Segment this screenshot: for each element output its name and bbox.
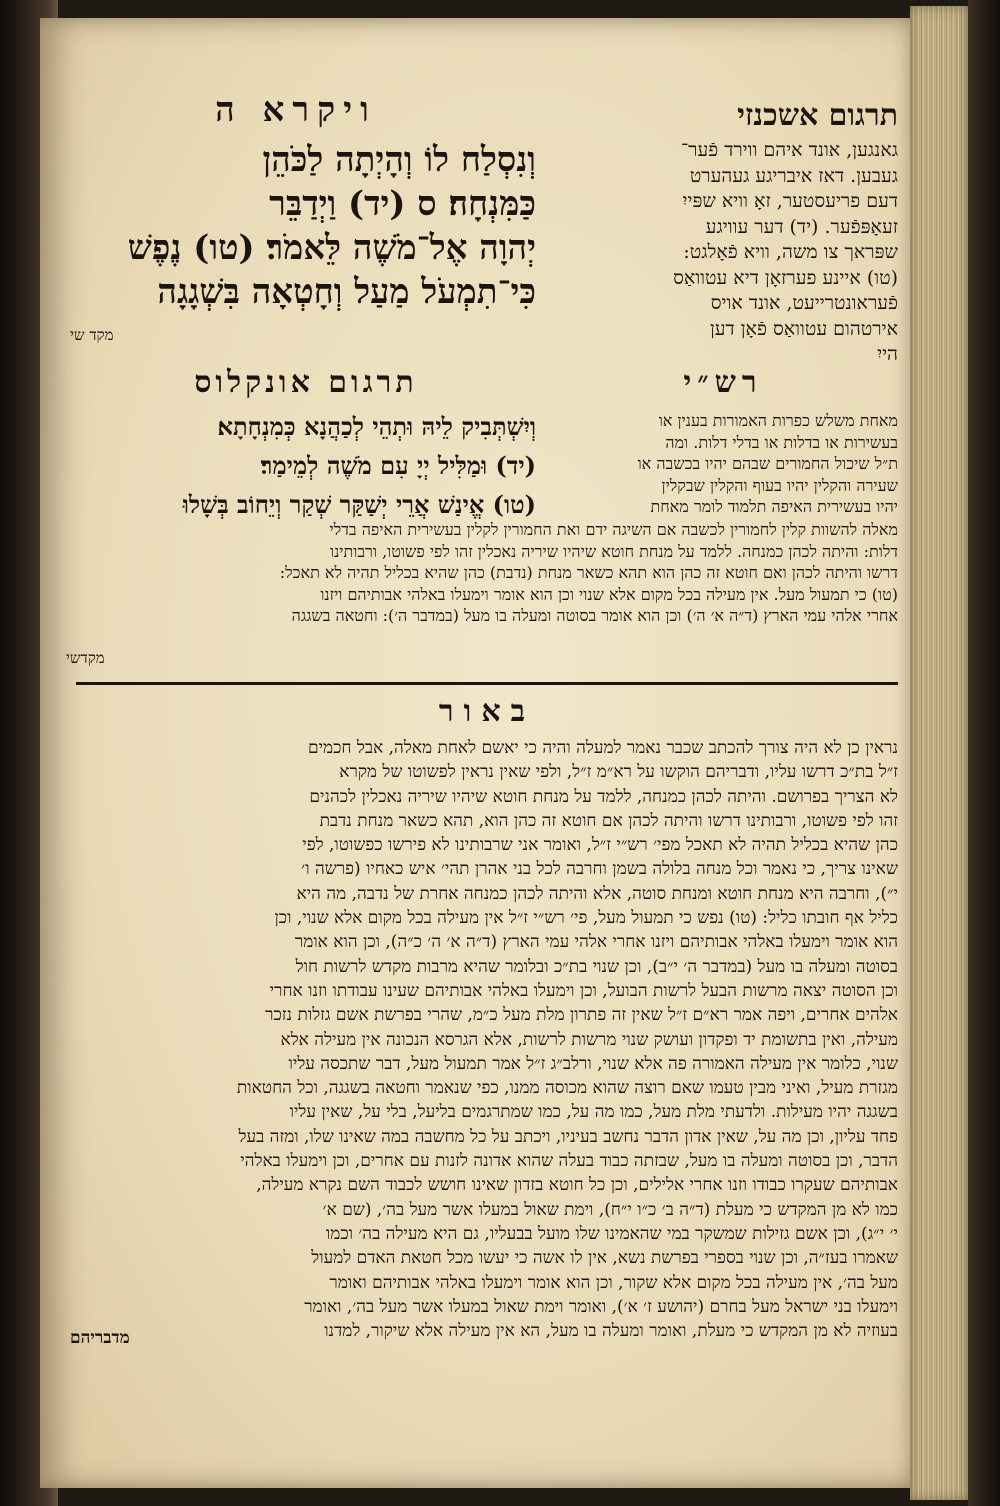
biur-line: אלהים אחרים, ויפה אמר רא״ם ז״ל שאין זה פתרון מלת מעל כ״מ, שהרי בפרשת אשם גזלות נזכר [265, 1005, 898, 1026]
biur-line: וכן הסוטה יצאה מרשות הבעל לרשות הבועל, וכן וימעלו באלהי אבותיהם שעינו עבודתו וזנו אחרי [269, 980, 898, 1001]
rashi-line: (טו) כי תמעול מעל. אין מעילה בכל מקום אלא שנוי וכן הוא אומר וימעלו באלהי אבותיהם ויזנו [320, 584, 898, 604]
translation-line: דעם פריעסטער, זאָ וויא שפּייִ [682, 190, 898, 212]
biur-line: י׳ י״ג), וכן אשם גזילות שמשקר במי שהאמינו שלו מועל בבעליו, גם היא מעילה בה׳ וכמו [325, 1223, 898, 1244]
verse-line: כִּי־תִמְעֹל מַעַל וְחָטְאָה בִּשְׁגָגָה [157, 272, 536, 312]
torah-verse-text [66, 138, 536, 314]
verse-line: כַּמִּנְחָה׃ ס (יד) וַיְדַבֵּר [269, 184, 536, 224]
biur-line: י״), וחרבה היא מנחת חוטא ומנחת סוטה, אלא והיתה לכהן כמנחה אחרת של נדבה, מה היא [296, 883, 898, 904]
translation-line: גאנגען, אונד איהם ווירד פֿער־ [680, 139, 898, 161]
biur-line: ז״ל בת״כ דרשו עליו, ודבריהם הוקשו על רא״מ ז״ל, ולפי שאין נראין לפשוטו של מקרא [339, 762, 898, 783]
biur-line: שאמרו בעז״ה, וכן שנוי בספרי בפרשת נשא, אין לו אשה כי יעשו מכל חטאת האדם למעול [311, 1248, 898, 1269]
rashi-line: דלות: והיתה לכהן כמנחה. ללמד על מנחת חוטא שיהיו שיריה נאכלין זהו לפי פשוטו, ורבותינו [329, 541, 898, 561]
biur-line: שנוי, כלומר אין מעילה האמורה פה אלא שנוי, ורלב״ג ז״ל אמר תמעול מעל, דבר שתכסה עליו [288, 1053, 898, 1074]
biur-line: בסוטה ומעלה בו מעל (במדבר ה׳ י״ב), וכן שנוי בת״כ ובלומר שהיא מרבות מקדש לרשות חול [295, 956, 898, 977]
rashi-line: מאחת משלש כפרות האמורות בענין או [658, 411, 898, 430]
biur-line: מעל בה׳, אין מעילה בכל מקום אלא שקור, וכן הוא אומר וימעלו באלהי אבותיהם ואומר [329, 1272, 898, 1293]
rashi-title: רש״י [683, 365, 763, 400]
scan-background [968, 0, 1000, 1506]
rashi-line: ת״ל שיכול החמורים שבהם יהיו בכשבה או [637, 454, 898, 473]
translation-line: (טו) איינע פערזאָן דיא עטוואַס [673, 266, 898, 289]
biur-line: אבותיהם שעקרו כבודו וזנו אחרי אלילים, וכן כל חוטא בזדון שאינו חושש לכבוד השם נקרא מעילה, [256, 1175, 898, 1196]
section-divider-rule [76, 682, 898, 685]
onkelos-line: וְיִשְׁתְּבִיק לֵיהּ וּתְהֵי לְכַהֲנָא כְּמִנְחָתָא׃ [217, 412, 536, 441]
onkelos-text [66, 407, 536, 524]
rashi-line: בעשירות או בדלות או בדלי דלות. ומה [665, 432, 898, 452]
biur-line: הוא אומר וימעלו באלהי אבותיהם ויזנו אחרי אלהי עמי הארץ (ד״ה א׳ ה׳ כ״ה), וכן הוא אומר [294, 932, 898, 953]
verse-line: יְהוָה אֶל־מֹשֶׁה לֵּאמֹר׃ (טו) נֶפֶשׁ [127, 228, 536, 268]
biur-line: בשגגה יהיו מעילות. ולדעתי מלת מעל, כמו מה על, כמו שמתרגמים בליעל, בלי על, שאין עליו [289, 1102, 898, 1123]
biur-line: לא הצריך בפרושם. והיתה לכהן כמנחה, ללמד על מנחת חוטא שיהיו שיריה נאכלין לכהנים [309, 786, 898, 807]
german-translation-column [548, 138, 898, 368]
biur-line: כליל אף חובתו כליל: (טו) נפש כי תמעול מעל, פי׳ רש״י ז״ל אין מעילה בכל מקום אלא שנוי, וכן [274, 908, 898, 929]
rashi-catchword: מקדשי [66, 649, 105, 667]
biur-line: וימעלו בני ישראל מעל בחרם (יהושע ז׳ א׳), ואומר וימת שאול במעלו אשר מעל בה׳, ואומר [304, 1296, 898, 1317]
biur-line: מעילה, ואין בתשומת יד ופקדון ועושק שנוי מרשות לרשות, אלא הגרסא הנכונה אין מעילה אלא [280, 1029, 898, 1050]
rashi-line: אחרי אלהי עמי הארץ (ד״ה א׳ ה׳) וכן הוא אומר בסוטה ומעלה בו מעל (במדבר ה׳): וחטאה בשגגה [291, 606, 898, 625]
page-catchword: מדבריהם [70, 1328, 130, 1348]
rashi-line: יהיו בעשירית האיפה תלמוד לומר מאחת [650, 497, 898, 516]
biur-line: פחד עליון, וכן מה על, שאין אדון הדבר נחשב בעיניו, ויכתב על כל מחשבה במה שאינו שלו, ומזה בעל [238, 1126, 898, 1147]
onkelos-title: תרגום אונקלוס [194, 365, 418, 400]
biur-commentary [66, 736, 898, 1343]
biur-line: כהן שהיא בכליל תהיה לא תאכל מפי׳ רש״י ז״ל, ואומר אני שרבותינו לא פירשו כפשוטו, לפי [302, 835, 898, 856]
onkelos-line: (טו) אֱינַשׁ אֲרֵי יְשַׁקַּר שְׁקַר וְיֵחוֹב בְּשָׁלוּ [182, 490, 536, 519]
rashi-line: מאלה להשוות קלין לחמורין לכשבה אם השיגה ידם ואת החמורין לקלין בעשירית האיפה בדלי [329, 520, 898, 539]
running-head-book-chapter: ויקרא ה [215, 90, 377, 130]
rashi-text-column [548, 410, 898, 518]
biur-line: בעוזיה לא מן המקדש כי מעלת, ואומר ומעלה בו מעל, הא אין מעילה אלא שיקור, למדנו [324, 1321, 898, 1342]
translation-line: אירטהום עטוואַס פֿאָן דען [709, 317, 898, 340]
translation-column-title: תרגום אשכנזי [737, 98, 898, 133]
translation-line: שפּראך צו משה, וויא פֿאָלגט: [683, 241, 898, 263]
verse-line: וְנִסְלַח לוֹ וְהָיְתָה לַכֹּהֵן [262, 140, 536, 180]
biur-line: שאינו צריך, כי נאמר וכל מנחה בלולה בשמן וחרבה לכל בני אהרן תהי׳ איש כאחיו (פרשה ו׳ [301, 859, 898, 880]
biur-line: זהו לפי פשוטו, ורבותינו דרשו והיתה לכהן אם חוטא זה כהן הוא, תהא כשאר מנחת נדבת [319, 810, 898, 831]
onkelos-line: (יד) וּמַלִּיל יְיָ עִם מֹשֶׁה לְמֵימַר׃ [260, 451, 536, 480]
translation-line: פֿעראונטרייעט, אונד אויס [710, 292, 898, 314]
rashi-line: דרשו והיתה לכהן ואם חוטא זה כהן הוא תהא כשאר מנחת (נדבת) כהן שהיא בכליל תהיה לא תאכל: [279, 563, 898, 582]
verse-catchword: מקד שי [70, 326, 114, 344]
biur-title: באור [438, 694, 536, 729]
page-edges [910, 6, 968, 1500]
rashi-line: שעירה והקלין יהיו בעוף והקלין שבקלין [661, 475, 898, 495]
rashi-text-full-width [66, 519, 898, 627]
biur-line: מגזרת מעיל, ואיני מבין טעמו שאם רוצה שהוא מכוסה ממנו, כפי שנאמר וחטאה בשגגה, וכל החטאות [236, 1078, 898, 1099]
translation-line: הייִ [877, 343, 898, 365]
biur-line: נראין כן לא היה צורך להכתב שכבר נאמר למעלה והיה כי יאשם לאחת מאלה, אבל חכמים [307, 738, 898, 758]
translation-line: געבען. דאז איבריגע געהערט [689, 164, 898, 187]
biur-line: כמו לא מן המקדש כי מעלת (ד״ה ב׳ כ״ו י״ח), וימת שאול במעלו אשר מעל בה׳, (שם א׳ [322, 1199, 898, 1220]
translation-line: זעאָפּפֿער. (יד) דער עוויגע [705, 215, 898, 238]
biur-line: הדבר, וכן בסוטה ומעלה בו מעל, שבזתה כבוד בעלה שהוא אדונה לזנות עם אחרים, וכן וימעלו באלהי [240, 1151, 898, 1172]
